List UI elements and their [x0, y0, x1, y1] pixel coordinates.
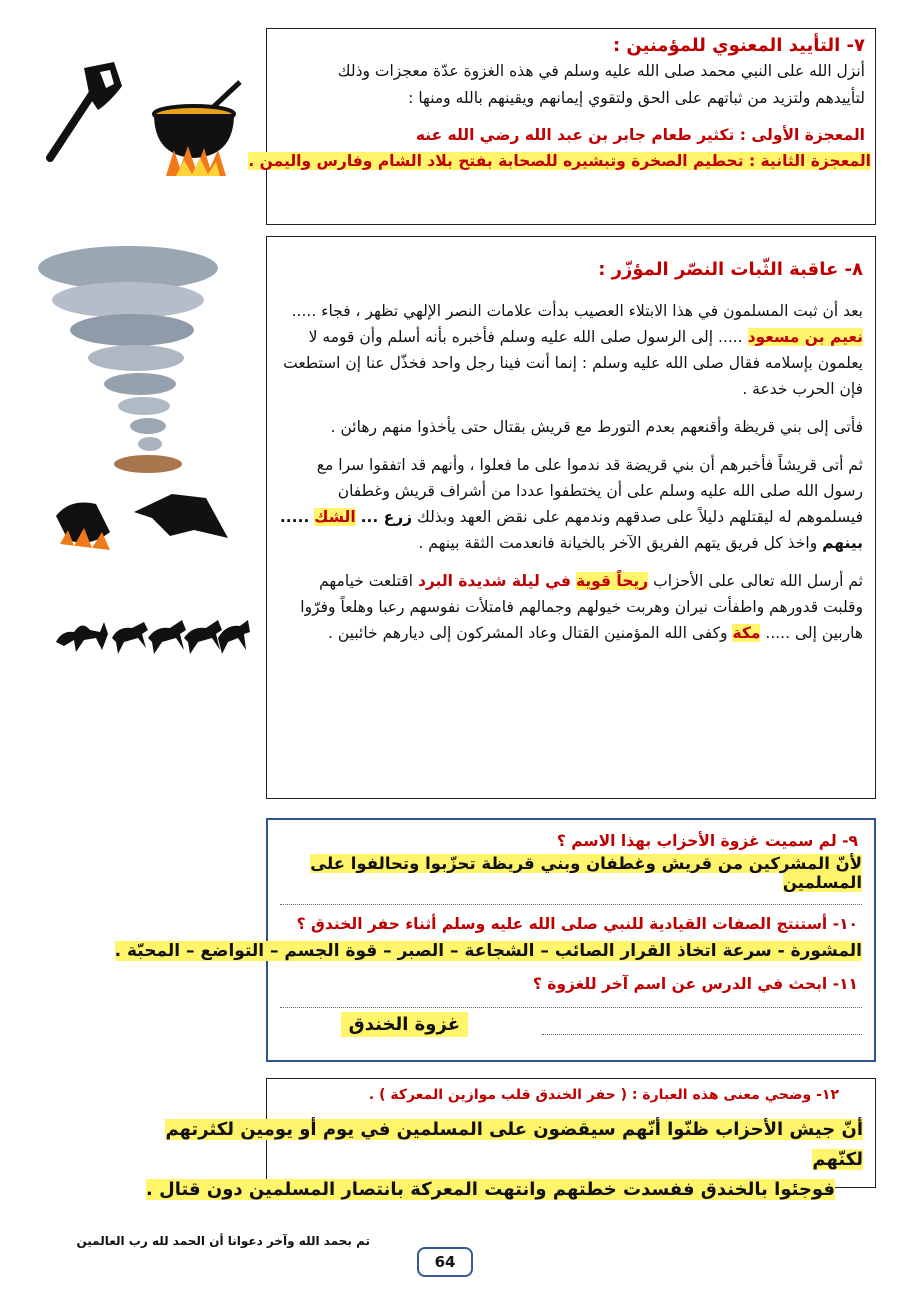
p1-text-a: بعد أن ثبت المسلمون في هذا الابتلاء العصيب بدأت علامات النصر الإلهي تظهر ، فجاء ..... — [291, 302, 863, 320]
answer-11-wrap — [280, 1014, 862, 1035]
questions-9-11-box — [114, 818, 876, 1062]
p3-between: ..... بينهم — [279, 508, 863, 552]
question-12-box — [145, 1078, 876, 1200]
section-8-paragraph-1 — [279, 298, 863, 402]
miracle-2: المعجزة الثانية : تحطيم الصخرة وتبشيره للصحابة بفتح بلاد الشام وفارس واليمن . — [248, 152, 871, 170]
p4-text-c: وكفى الله المؤمنين القتال وعاد المشركون إلى ديارهم خائبين . — [328, 624, 728, 642]
question-11: ١١- ابحث في الدرس عن اسم آخر للغزوة ؟ — [532, 975, 858, 993]
cooking-pot-icon — [146, 78, 246, 178]
p4-highlight-makkah: مكة — [732, 624, 761, 642]
p4-highlight-wind: ريحاً قوية — [575, 572, 649, 590]
section-8-paragraph-3 — [279, 452, 863, 556]
p3-text-b: واخذ كل فريق يتهم الفريق الآخر بالخيانة فانعدمت الثقة بينهم . — [418, 534, 818, 552]
answer-10: المشورة - سرعة اتخاذ القرار الصائب – الشجاعة – الصبر – قوة الجسم – التواضع – المحبّة . — [114, 941, 862, 961]
p1-text-b: ..... إلى الرسول صلى الله عليه وسلم فأخبره بأنه أسلم وأن قومه لا يعلمون بإسلامه فقال صلى الله عليه وسلم : إنما أنت فينا رجل واحد فخذّل عنا إن استطعت فإن الحرب خدعة . — [283, 328, 863, 398]
answer-12-line-1: أنّ جيش الأحزاب ظنّوا أنّهم سيقضون على المسلمين في يوم أو يومين لكثرتهم لكنّهم — [165, 1119, 863, 1170]
p4-text-b: اقتلعت خيامهم وقلبت قدورهم واطفأت نيران وهربت خيولهم وجمالهم فامتلأت نفوسهم رعبا وهلعاً وفرّوا هاربين إلى ..... — [300, 572, 863, 642]
collapsed-tent-icon — [132, 488, 232, 542]
answer-12-wrap — [119, 1115, 863, 1205]
section-7-title: ٧- التأييد المعنوي للمؤمنين : — [612, 35, 865, 56]
question-12: ١٢- وضحي معنى هذه العبارة : ( حفر الخندق قلب موازين المعركة ) . — [368, 1087, 839, 1103]
axe-icon — [34, 58, 126, 168]
answer-9: لأنّ المشركين من قريش وغطفان وبني قريظة تحزّبوا وتحالفوا على المسلمين — [310, 854, 862, 892]
p4-night: في ليلة شديدة البرد — [417, 572, 572, 590]
section-7-line-1: أنزل الله على النبي محمد صلى الله عليه وسلم في هذه الغزوة عدّة معجزات وذلك — [337, 62, 865, 80]
answer-11: غزوة الخندق — [341, 1012, 468, 1037]
miracle-1: المعجزة الأولى : تكثير طعام جابر بن عبد الله رضي الله عنه — [415, 126, 865, 144]
fleeing-animals-icon — [52, 608, 250, 660]
section-8-paragraph-2: فأتى إلى بني قريظة وأقنعهم بعدم التورط مع قريش بقتال حتى يأخذوا منهم رهائن . — [330, 418, 863, 436]
section-8-box — [266, 236, 876, 799]
section-7-line-2: لتأييدهم ولتزيد من ثباتهم على الحق ولتقوي إيمانهم ويقينهم بالله ومنها : — [408, 89, 865, 107]
tornado-icon — [28, 240, 228, 475]
p1-highlight-name: نعيم بن مسعود — [747, 328, 863, 346]
answer-11-dotted-line-1 — [280, 997, 862, 1008]
answer-12-line-2: فوجئوا بالخندق ففسدت خطتهم وانتهت المعركة بانتصار المسلمين دون قتال . — [145, 1179, 835, 1200]
page-number: 64 — [417, 1247, 473, 1277]
p3-zar: زرع ... — [360, 508, 413, 526]
answer-9-wrap — [270, 854, 862, 892]
question-9: ٩- لم سميت غزوة الأحزاب بهذا الاسم ؟ — [556, 832, 858, 850]
section-8-title: ٨- عاقبة الثّبات النصّر المؤزّر : — [598, 259, 863, 280]
answer-9-dotted-line — [280, 894, 862, 905]
p3-highlight-shak: الشك — [314, 508, 356, 526]
closing-text: تم بحمد الله وآخر دعوانا أن الحمد لله رب العالمين — [76, 1234, 370, 1248]
section-8-paragraph-4 — [279, 568, 863, 646]
p3-text-a: ثم أتى قريشاً فأخبرهم أن بني قريضة قد ندموا على ما فعلوا ، وأنهم قد اتفقوا سرا مع رسول الله صلى الله عليه وسلم على أن يختطفوا عددا من أشراف قريش وغطفان فيسلموهم له ليقتلهم دليلاً على صدقهم وندمهم على نقض العهد وبذلك — [316, 456, 863, 526]
miracle-2-wrap — [237, 148, 871, 174]
overturned-pot-icon — [50, 492, 120, 562]
question-10: ١٠- أستنتج الصفات القيادية للنبي صلى الله عليه وسلم أثناء حفر الخندق ؟ — [296, 915, 858, 933]
answer-11-dotted-fill — [542, 1034, 862, 1035]
section-7-box — [248, 28, 876, 225]
p4-text-a: ثم أرسل الله تعالى على الأحزاب — [653, 572, 863, 590]
answer-10-wrap — [40, 941, 862, 961]
